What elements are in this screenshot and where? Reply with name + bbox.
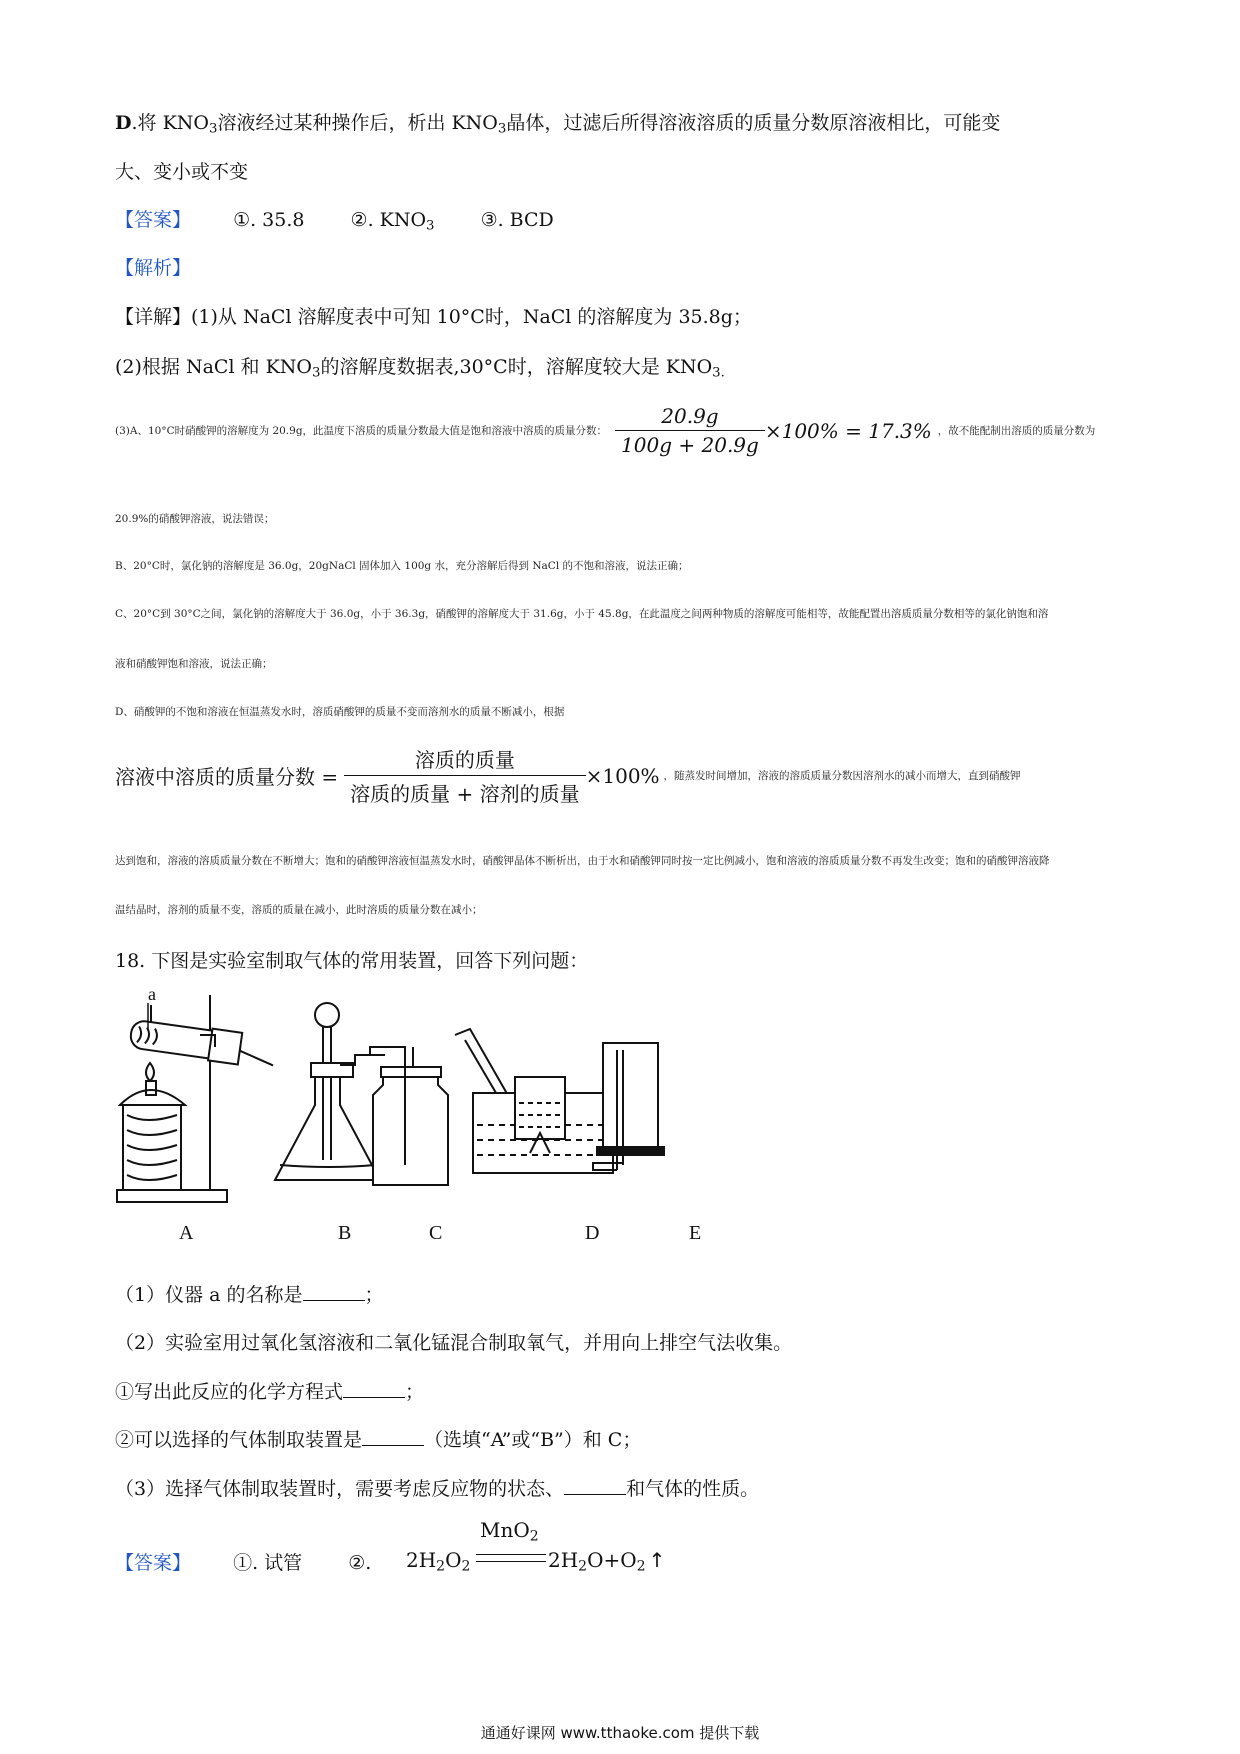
q18-stem: 18. 下图是实验室制取气体的常用装置，回答下列问题： — [115, 950, 589, 972]
answer-blank — [362, 1427, 424, 1446]
fraction-2: $\frac{\text{溶质的质量}}{\text{溶质的质量 + 溶剂的质量}}$ — [344, 744, 585, 807]
answer-18: 【答案】 ①. 试管 ②. — [115, 1552, 372, 1574]
fraction-1: $\frac{20.9g}{100g + 20.9g}$ — [615, 404, 765, 457]
apparatus-e-icon — [593, 1043, 664, 1170]
apparatus-label-c: C — [429, 1222, 443, 1244]
detail-pB: B、20°C时，氯化钠的溶解度是 36.0g，20gNaCl 固体加入 100g 水，充分溶解后得到 NaCl 的不饱和溶液，说法正确； — [115, 560, 689, 572]
gas-arrow-icon: ↑ — [648, 1548, 666, 1572]
equation-equals — [476, 1554, 546, 1562]
apparatus-a-icon — [117, 995, 277, 1202]
q18-part2-2: ②可以选择的气体制取装置是 （选填“A”或“B”）和 C； — [115, 1429, 642, 1451]
answer-tag: 【答案】 — [115, 209, 192, 231]
detail-pD3: 温结晶时，溶剂的质量不变，溶质的质量在减小，此时溶质的质量分数在减小； — [115, 904, 483, 916]
apparatus-b-icon — [275, 1003, 385, 1180]
answer-tag: 【答案】 — [115, 1552, 192, 1574]
q18-part2: （2）实验室用过氧化氢溶液和二氧化锰混合制取氧气，并用向上排空气法收集。 — [115, 1332, 793, 1354]
apparatus-label-a: A — [179, 1222, 194, 1244]
apparatus-figure — [115, 985, 755, 1215]
detail-p2: (2)根据 NaCl 和 $KNO_3$的溶解度数据表,30°C时，溶解度较大是 $KNO_{3.}$ — [115, 356, 725, 381]
chemical-equation: $2H_2O_2$ MnO$_2$ $2H_2O+O_2$ ↑ — [406, 1518, 666, 1575]
apparatus-c-icon — [370, 1047, 448, 1185]
q18-part2-1: ①写出此反应的化学方程式 ； — [115, 1381, 425, 1403]
detail-pC1: C、20°C到 30°C之间，氯化钠的溶解度大于 36.0g，小于 36.3g，硝酸钾的溶解度大于 31.6g，小于 45.8g，在此温度之间两种物质的溶解度可能相等，故能配置出溶质质量分数相等的氯化钠饱和溶 — [115, 608, 1049, 620]
detail-p3: (3)A、10°C时硝酸钾的溶解度为 20.9g，此温度下溶质的质量分数最大值是饱和溶液中溶质的质量分数： $\frac{20.9g}{100g + 20.9g}$ ×100% = 17.3% ，故不能配制出溶质的质量分数为 — [115, 404, 1096, 457]
answer-blank — [564, 1476, 626, 1495]
option-d-line2: 大、变小或不变 — [115, 161, 249, 183]
apparatus-d-icon — [455, 1029, 613, 1173]
detail-pD: D、硝酸钾的不饱和溶液在恒温蒸发水时，溶质硝酸钾的质量不变而溶剂水的质量不断减小，根据 — [115, 706, 565, 718]
detail-formula-2: 溶液中溶质的质量分数 = $\frac{\text{溶质的质量}}{\text{溶质的质量 + 溶剂的质量}}$ ×100% ，随蒸发时间增加，溶液的溶质质量分数因溶剂水的减小而增大，直到硝酸钾 — [115, 744, 1021, 807]
catalyst-label: MnO$_2$ — [480, 1518, 539, 1545]
answer-17: 【答案】 ①. 35.8 ②. $KNO_3$ ③. BCD — [115, 209, 554, 234]
footer: 通通好课网 www.tthaoke.com 提供下载 — [480, 1724, 760, 1742]
detail-pC2: 液和硝酸钾饱和溶液，说法正确； — [115, 658, 273, 670]
q18-part3: （3）选择气体制取装置时，需要考虑反应物的状态、 和气体的性质。 — [115, 1478, 760, 1500]
q18-part1: （1）仪器 a 的名称是 ； — [115, 1284, 384, 1306]
answer-blank — [303, 1282, 365, 1301]
option-d: D.将 $KNO_3$溶液经过某种操作后，析出 $KNO_3$晶体，过滤后所得溶液溶质的质量分数原溶液相比，可能变 — [115, 112, 1001, 137]
pointer-label-a: a — [148, 985, 156, 1004]
detail-pD2: 达到饱和，溶液的溶质质量分数在不断增大；饱和的硝酸钾溶液恒温蒸发水时，硝酸钾晶体不断析出，由于水和硝酸钾同时按一定比例减小，饱和溶液的溶质质量分数不再发生改变；饱和的硝酸钾溶液降 — [115, 855, 1050, 867]
answer-blank — [343, 1379, 405, 1398]
apparatus-label-e: E — [689, 1222, 702, 1244]
apparatus-label-b: B — [338, 1222, 352, 1244]
detail-p1: 【详解】(1)从 NaCl 溶解度表中可知 10°C时，NaCl 的溶解度为 35.8g； — [115, 306, 752, 328]
apparatus-label-d: D — [585, 1222, 600, 1244]
analysis-tag: 【解析】 — [115, 257, 192, 279]
detail-p3-line2: 20.9%的硝酸钾溶液，说法错误； — [115, 513, 275, 525]
